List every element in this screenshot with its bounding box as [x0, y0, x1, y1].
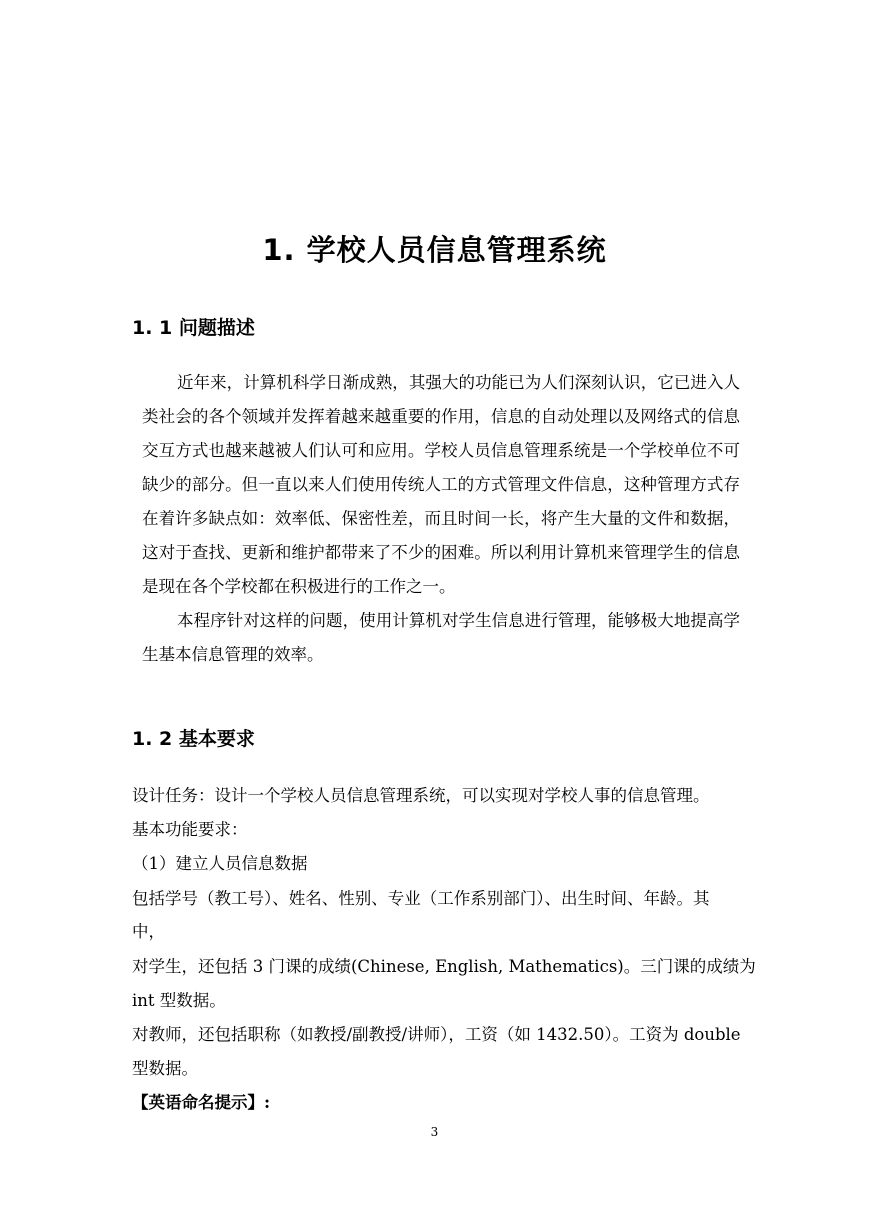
- section-heading-basic-requirements: 1. 2 基本要求: [132, 728, 255, 750]
- text-line-english-naming-hint: 【英语命名提示】:: [132, 1093, 271, 1112]
- text-line-basic-function: 基本功能要求：: [132, 820, 248, 839]
- text-line-item-1: （1）建立人员信息数据: [132, 854, 308, 873]
- text-line-design-task: 设计任务：设计一个学校人员信息管理系统，可以实现对学校人事的信息管理。: [132, 786, 710, 805]
- paragraph-background: 近年来，计算机科学日渐成熟，其强大的功能已为人们深刻认识，它已进入人类社会的各个领域并发挥着越来越重要的作用，信息的自动处理以及网络式的信息交互方式也越来越被人们认可和应用。学校人员信息管理系统是一个学校单位不可缺少的部分。但一直以来人们使用传统人工的方式管理文件信息，这种管理方式存在着许多缺点如：效率低、保密性差，而且时间一长，将产生大量的文件和数据，这对于查找、更新和维护都带来了不少的困难。所以利用计算机来管理学生的信息是现在各个学校都在积极进行的工作之一。: [142, 373, 740, 596]
- text-line-student-cont: int 型数据。: [132, 991, 226, 1010]
- page-number: 3: [430, 1125, 439, 1139]
- document-title: 1. 学校人员信息管理系统: [262, 233, 607, 267]
- text-line-teacher-cont: 型数据。: [132, 1059, 198, 1078]
- text-line-teacher: 对教师，还包括职称（如教授/副教授/讲师），工资（如 1432.50）。工资为 double: [132, 1025, 741, 1044]
- paragraph-purpose: 本程序针对这样的问题，使用计算机对学生信息进行管理，能够极大地提高学生基本信息管理的效率。: [142, 611, 740, 664]
- text-line-student: 对学生，还包括 3 门课的成绩(Chinese, English, Mathematics)。三门课的成绩为: [132, 957, 756, 976]
- section-heading-problem-description: 1. 1 问题描述: [132, 317, 255, 339]
- text-line-fields: 包括学号（教工号）、姓名、性别、专业（工作系别部门）、出生时间、年龄。其: [132, 889, 710, 908]
- text-line-fields-cont: 中，: [132, 922, 165, 941]
